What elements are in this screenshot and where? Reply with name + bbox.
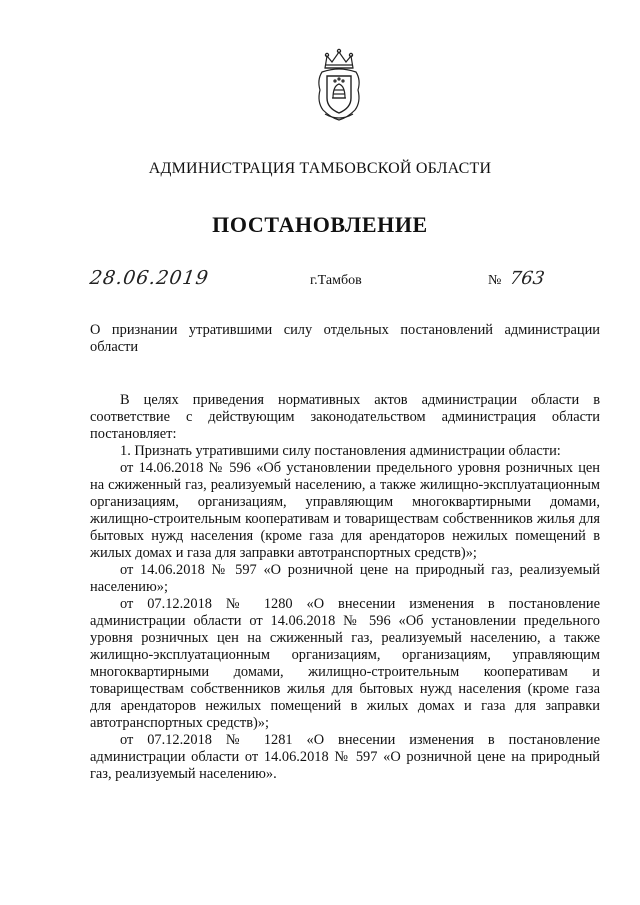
repealed-act-item: от 07.12.2018 № 1281 «О внесении изменения в постановление администрации области от 14.06.2018 № 597 «О розничной цене на природный газ, реализуемый населению». (90, 732, 600, 782)
tambov-coat-of-arms-icon (313, 46, 365, 124)
clause-paragraph: 1. Признать утратившими силу постановления администрации области: (120, 443, 561, 459)
repealed-act-item: от 07.12.2018 № 1280 «О внесении изменения в постановление администрации области от 14.06.2018 № 596 «Об установлении предельного уровня розничных цен на сжиженный газ, реализуемый населению, а также жилищно-эксплуатационным организациям, организациям, управляющим многоквартирными домами, жилищно-строительным кооперативам и товариществам собственников жилья для бытовых нужд населения (кроме газа для арендаторов нежилых помещений в жилых домах и газа для заправки автотранспортных средств)»; (90, 596, 600, 731)
document-subject: О признании утратившими силу отдельных постановлений администрации области (90, 322, 600, 355)
document-date: 28.06.2019 (88, 267, 211, 289)
document-body (90, 392, 600, 783)
document-city: г.Тамбов (310, 273, 362, 288)
document-type-title: ПОСТАНОВЛЕНИЕ (212, 212, 428, 237)
repealed-act-item: от 14.06.2018 № 596 «Об установлении предельного уровня розничных цен на сжиженный газ, реализуемый населению, а также жилищно-эксплуатационным организациям, организациям, управляющим многоквартирными домами, жилищно-строительным кооперативам и товариществам собственников жилья для бытовых нужд населения (кроме газа для арендаторов нежилых помещений в жилых домах и газа для заправки автотранспортных средств)»; (90, 460, 600, 561)
document-number: 763 (508, 268, 546, 289)
preamble-paragraph: В целях приведения нормативных актов администрации области в соответствие с действующим законодательством администрация области постановляет: (90, 392, 600, 442)
document-number-label: № (488, 273, 502, 288)
repealed-act-item: от 14.06.2018 № 597 «О розничной цене на природный газ, реализуемый населению»; (90, 562, 600, 595)
authority-name: АДМИНИСТРАЦИЯ ТАМБОВСКОЙ ОБЛАСТИ (148, 160, 492, 177)
